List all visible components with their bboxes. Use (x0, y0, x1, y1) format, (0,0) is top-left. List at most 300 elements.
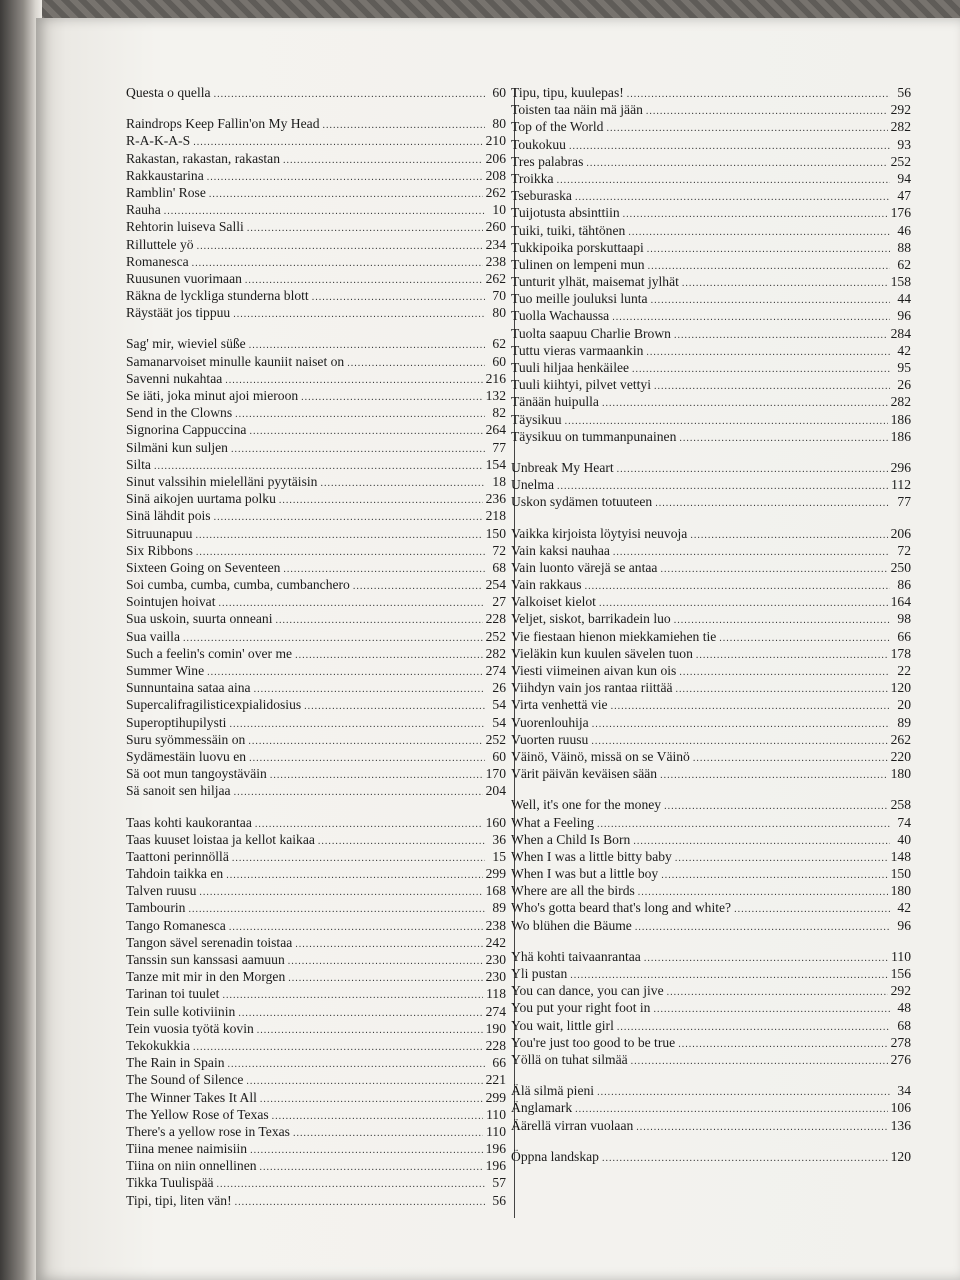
entry-title: Rilluttele yö (126, 236, 194, 252)
entry-title: Virta venhettä vie (511, 697, 608, 713)
dot-leader (248, 731, 482, 748)
entry-page-number: 72 (492, 542, 506, 558)
dot-leader (644, 948, 888, 965)
entry-title: When I was a little bitty baby (511, 848, 672, 864)
dot-leader (679, 428, 887, 445)
entry-title: Unelma (511, 477, 555, 493)
entry-title: Värit päivän keväisen sään (511, 766, 658, 782)
entry-title: Rehtorin luiseva Salli (126, 219, 244, 235)
entry-title: Where are all the birds (511, 883, 635, 899)
dot-leader (606, 118, 887, 135)
entry-title: Signorina Cappuccina (126, 422, 247, 438)
entry-title: Uskon sydämen totuuteen (511, 494, 653, 510)
entry-page-number: 20 (897, 697, 911, 713)
entry-page-number: 86 (897, 577, 911, 593)
entry-page-number: 164 (890, 594, 911, 610)
index-entry (126, 439, 506, 456)
dot-leader (575, 1099, 887, 1116)
dot-leader (254, 679, 485, 696)
entry-title: Such a feelin's comin' over me (126, 645, 293, 661)
index-entry (126, 985, 506, 1002)
entry-page-number: 180 (890, 766, 911, 782)
dot-leader (270, 765, 483, 782)
entry-title: The Winner Takes It All (126, 1089, 257, 1105)
entry-title: Tuiki, tuiki, tähtönen (511, 222, 626, 238)
dot-leader (597, 814, 890, 831)
index-entry (126, 490, 506, 507)
entry-page-number: 282 (485, 645, 506, 661)
entry-page-number: 80 (492, 305, 506, 321)
entry-page-number: 284 (890, 325, 911, 341)
entry-page-number: 250 (890, 559, 911, 575)
entry-title: Talven ruusu (126, 883, 197, 899)
index-entry (126, 831, 506, 848)
entry-page-number: 156 (890, 966, 911, 981)
entry-page-number: 118 (486, 986, 506, 1002)
index-entry (126, 218, 506, 235)
dot-leader (183, 628, 483, 645)
entry-page-number: 252 (890, 153, 911, 169)
entry-page-number: 62 (897, 256, 911, 272)
entry-page-number: 54 (492, 714, 506, 730)
dot-leader (667, 982, 888, 999)
dot-leader (347, 353, 485, 370)
index-entry (126, 1037, 506, 1054)
index-entry (511, 731, 911, 748)
entry-page-number: 236 (485, 491, 506, 507)
entry-page-number: 56 (897, 85, 911, 100)
index-entry (511, 170, 911, 187)
index-entry (126, 132, 506, 149)
entry-title: Tein sulle kotiviinin (126, 1003, 236, 1019)
index-entry (126, 84, 506, 101)
entry-page-number: 132 (485, 388, 506, 403)
index-entry (511, 748, 911, 765)
entry-title: Väinö, Väinö, missä on se Väinö (511, 748, 690, 764)
index-entry (511, 593, 911, 610)
entry-page-number: 34 (897, 1083, 911, 1099)
index-entry (126, 236, 506, 253)
entry-page-number: 186 (890, 428, 911, 444)
right-index-column (511, 84, 911, 1165)
entry-title: Superoptihupilysti (126, 714, 227, 730)
entry-title: Vain rakkaus (511, 577, 582, 593)
index-entry (511, 696, 911, 713)
entry-title: When I was but a little boy (511, 866, 659, 882)
index-entry (126, 184, 506, 201)
entry-page-number: 36 (492, 831, 506, 847)
entry-title: Tikka Tuulispää (126, 1175, 214, 1191)
index-entry (511, 493, 911, 510)
entry-page-number: 96 (897, 308, 911, 324)
entry-page-number: 88 (897, 239, 911, 255)
dot-leader (617, 459, 888, 476)
entry-page-number: 27 (492, 594, 506, 610)
dot-leader (164, 201, 485, 218)
index-entry (126, 951, 506, 968)
entry-page-number: 150 (485, 525, 506, 541)
entry-title: Sointujen hoivat (126, 594, 216, 610)
index-entry (511, 765, 911, 782)
dot-leader (222, 985, 483, 1002)
index-entry (126, 731, 506, 748)
dot-leader (653, 999, 890, 1016)
dot-leader (318, 831, 485, 848)
entry-title: You wait, little girl (511, 1017, 614, 1033)
entry-page-number: 60 (492, 748, 506, 764)
entry-page-number: 178 (890, 645, 911, 661)
entry-page-number: 110 (486, 1123, 506, 1139)
index-entry (511, 679, 911, 696)
index-entry (511, 714, 911, 731)
entry-title: Se iäti, joka minut ajoi mieroon (126, 388, 299, 403)
index-entry (511, 576, 911, 593)
dot-leader (628, 222, 890, 239)
entry-title: Taas kuuset loistaa ja kellot kaikaa (126, 831, 315, 847)
entry-title: Who's gotta beard that's long and white? (511, 900, 732, 916)
entry-title: Ruusunen vuorimaan (126, 270, 242, 286)
entry-title: Rakastan, rakastan, rakastan (126, 150, 280, 166)
entry-page-number: 206 (485, 150, 506, 166)
entry-page-number: 220 (890, 748, 911, 764)
entry-title: Rakkaustarina (126, 167, 204, 183)
dot-leader (235, 1192, 485, 1209)
index-entry (511, 411, 911, 428)
dot-leader (646, 342, 890, 359)
left-index-column (126, 84, 506, 1209)
entry-title: Taattoni perinnöllä (126, 848, 229, 864)
entry-title: Sua vailla (126, 628, 180, 644)
entry-title: You put your right foot in (511, 1000, 651, 1016)
index-entry (126, 628, 506, 645)
entry-page-number: 82 (492, 405, 506, 421)
dot-leader (654, 376, 890, 393)
entry-page-number: 80 (492, 116, 506, 132)
index-entry (511, 342, 911, 359)
index-entry (126, 1089, 506, 1106)
entry-title: Toukokuu (511, 136, 566, 152)
dot-leader (661, 865, 887, 882)
dot-leader (632, 359, 890, 376)
entry-page-number: 278 (890, 1034, 911, 1050)
index-entry (126, 899, 506, 916)
dot-leader (599, 593, 888, 610)
dot-leader (664, 796, 888, 813)
index-entry (511, 393, 911, 410)
index-entry (126, 882, 506, 899)
entry-page-number: 110 (486, 1106, 506, 1122)
index-entry (511, 1117, 911, 1134)
entry-page-number: 292 (890, 102, 911, 118)
entry-title: Sixteen Going on Seventeen (126, 559, 281, 575)
entry-page-number: 96 (897, 917, 911, 933)
entry-page-number: 208 (485, 167, 506, 183)
entry-page-number: 238 (485, 917, 506, 933)
entry-title: Tarinan toi tuulet (126, 986, 220, 1002)
dot-leader (638, 882, 888, 899)
dot-leader (219, 593, 486, 610)
entry-page-number: 10 (492, 202, 506, 218)
entry-page-number: 48 (897, 1000, 911, 1016)
entry-page-number: 94 (897, 170, 911, 186)
dot-leader (235, 404, 485, 421)
entry-page-number: 120 (890, 680, 911, 696)
index-entry (511, 290, 911, 307)
dot-leader (648, 256, 890, 273)
entry-title: You're just too good to be true (511, 1034, 676, 1050)
entry-title: Top of the World (511, 119, 604, 135)
entry-page-number: 276 (890, 1051, 911, 1067)
index-entry (511, 1082, 911, 1099)
entry-title: Unbreak My Heart (511, 459, 614, 475)
entry-title: Älä silmä pieni (511, 1083, 595, 1099)
dot-leader (192, 253, 483, 270)
dot-leader (249, 335, 485, 352)
entry-title: Yhä kohti taivaanrantaa (511, 948, 641, 964)
dot-leader (246, 1071, 482, 1088)
entry-page-number: 110 (891, 948, 911, 964)
index-entry (511, 84, 911, 101)
section-gap (511, 782, 911, 796)
dot-leader (214, 507, 483, 524)
section-gap (511, 445, 911, 459)
index-entry (511, 1034, 911, 1051)
entry-title: Raindrops Keep Fallin'on My Head (126, 116, 320, 132)
entry-page-number: 74 (897, 814, 911, 830)
entry-page-number: 72 (897, 542, 911, 558)
dot-leader (679, 662, 890, 679)
entry-title: Sä sanoit sen hiljaa (126, 783, 231, 799)
entry-title: Taas kohti kaukorantaa (126, 814, 252, 830)
entry-page-number: 299 (485, 866, 506, 882)
entry-title: Vie fiestaan hienon miekkamiehen tie (511, 628, 717, 644)
entry-title: Six Ribbons (126, 542, 193, 558)
index-entry (126, 201, 506, 218)
index-entry (126, 865, 506, 882)
entry-title: Savenni nukahtaa (126, 370, 223, 386)
dot-leader (234, 782, 483, 799)
dot-leader (197, 236, 483, 253)
index-entry (126, 934, 506, 951)
index-entry (126, 782, 506, 799)
dot-leader (255, 814, 483, 831)
index-entry (126, 1054, 506, 1071)
dot-leader (660, 559, 887, 576)
index-entry (511, 153, 911, 170)
dot-leader (660, 765, 888, 782)
dot-leader (655, 493, 890, 510)
index-entry (511, 307, 911, 324)
entry-title: Tuo meille jouluksi lunta (511, 291, 648, 307)
dot-leader (719, 628, 890, 645)
index-entry (126, 335, 506, 352)
entry-page-number: 262 (485, 184, 506, 200)
entry-page-number: 204 (485, 783, 506, 799)
dot-leader (734, 899, 890, 916)
entry-title: Sinä lähdit pois (126, 508, 211, 524)
index-entry (511, 239, 911, 256)
entry-page-number: 274 (485, 663, 506, 678)
entry-title: The Sound of Silence (126, 1072, 244, 1088)
index-entry (126, 765, 506, 782)
dot-leader (249, 421, 482, 438)
index-entry (511, 428, 911, 445)
entry-page-number: 57 (492, 1175, 506, 1191)
entry-page-number: 18 (492, 473, 506, 489)
index-entry (511, 136, 911, 153)
entry-page-number: 230 (485, 969, 506, 985)
dot-leader (674, 610, 890, 627)
entry-title: Send in the Clowns (126, 405, 233, 421)
dot-leader (276, 610, 483, 627)
entry-title: R-A-K-A-S (126, 133, 191, 149)
entry-title: Vuorten ruusu (511, 731, 589, 747)
entry-title: Rauha (126, 202, 161, 218)
index-entry (126, 1174, 506, 1191)
entry-page-number: 262 (890, 731, 911, 747)
index-entry (126, 748, 506, 765)
entry-page-number: 148 (890, 848, 911, 864)
entry-page-number: 158 (890, 274, 911, 290)
entry-page-number: 66 (492, 1055, 506, 1071)
entry-title: Tseburaska (511, 188, 572, 204)
dot-leader (623, 204, 888, 221)
entry-title: Sä oot mun tangoystäväin (126, 766, 267, 782)
dot-leader (676, 679, 888, 696)
index-entry (511, 831, 911, 848)
index-entry (126, 253, 506, 270)
entry-title: Soi cumba, cumba, cumba, cumbanchero (126, 577, 350, 593)
entry-page-number: 89 (492, 900, 506, 916)
dot-leader (674, 325, 888, 342)
entry-page-number: 47 (897, 188, 911, 204)
entry-title: Vain kaksi nauhaa (511, 542, 610, 558)
dot-leader (193, 1037, 483, 1054)
dot-leader (651, 290, 890, 307)
entry-page-number: 168 (485, 883, 506, 899)
section-gap (126, 800, 506, 814)
entry-title: Vaikka kirjoista löytyisi neuvoja (511, 525, 688, 541)
entry-page-number: 254 (485, 577, 506, 593)
entry-title: Sydämestäin luovu en (126, 748, 247, 764)
entry-title: Yöllä on tuhat silmää (511, 1051, 628, 1067)
index-entry (511, 256, 911, 273)
dot-leader (602, 393, 888, 410)
index-entry (126, 525, 506, 542)
dot-leader (557, 170, 890, 187)
index-entry (126, 679, 506, 696)
index-entry (126, 917, 506, 934)
index-entry (511, 525, 911, 542)
index-entry (511, 999, 911, 1016)
entry-page-number: 180 (890, 883, 911, 899)
entry-title: What a Feeling (511, 814, 595, 830)
dot-leader (631, 1051, 888, 1068)
index-entry (511, 796, 911, 813)
entry-page-number: 234 (485, 236, 506, 252)
dot-leader (217, 1174, 485, 1191)
dot-leader (646, 101, 888, 118)
entry-title: Sitruunapuu (126, 525, 193, 541)
dot-leader (597, 1082, 890, 1099)
entry-page-number: 299 (485, 1089, 506, 1105)
dot-leader (207, 167, 483, 184)
dot-leader (250, 1140, 483, 1157)
entry-page-number: 264 (485, 422, 506, 438)
entry-page-number: 112 (891, 477, 911, 493)
entry-page-number: 62 (492, 336, 506, 352)
entry-title: Sag' mir, wieviel süße (126, 336, 246, 352)
entry-title: Tambourin (126, 900, 186, 916)
dot-leader (320, 473, 485, 490)
entry-page-number: 170 (485, 766, 506, 782)
entry-page-number: 89 (897, 714, 911, 730)
index-entry (126, 404, 506, 421)
dot-leader (570, 965, 887, 982)
index-entry (511, 882, 911, 899)
index-entry (511, 222, 911, 239)
index-page (36, 18, 960, 1280)
entry-title: Sunnuntaina sataa aina (126, 680, 251, 696)
entry-page-number: 42 (897, 342, 911, 358)
index-entry (126, 456, 506, 473)
entry-title: Questa o quella (126, 85, 211, 100)
entry-title: Samanarvoiset minulle kauniit naiset on (126, 353, 345, 369)
entry-page-number: 26 (492, 680, 506, 696)
index-entry (511, 204, 911, 221)
dot-leader (612, 307, 890, 324)
entry-title: Räkna de lyckliga stunderna blott (126, 288, 309, 304)
index-entry (126, 848, 506, 865)
index-entry (511, 559, 911, 576)
index-entry (126, 1192, 506, 1209)
dot-leader (293, 1123, 483, 1140)
entry-title: Tuuli hiljaa henkäilee (511, 360, 630, 375)
entry-page-number: 160 (485, 814, 506, 830)
index-entry (511, 965, 911, 982)
entry-title: You can dance, you can jive (511, 983, 664, 999)
dot-leader (565, 411, 888, 428)
entry-page-number: 176 (890, 205, 911, 221)
entry-page-number: 238 (485, 253, 506, 269)
entry-page-number: 252 (485, 731, 506, 747)
entry-title: Täysikuu (511, 411, 562, 427)
entry-title: Vuorenlouhija (511, 714, 589, 730)
index-entry (511, 982, 911, 999)
index-entry (511, 273, 911, 290)
dot-leader (247, 218, 483, 235)
entry-page-number: 77 (897, 494, 911, 510)
index-entry (511, 610, 911, 627)
index-entry (511, 459, 911, 476)
dot-leader (353, 576, 483, 593)
entry-page-number: 258 (890, 797, 911, 813)
entry-page-number: 42 (897, 900, 911, 916)
entry-title: Tukkipoika porskuttaapi (511, 239, 644, 255)
entry-title: Tiina menee naimisiin (126, 1141, 248, 1157)
index-entry (126, 150, 506, 167)
index-entry (511, 917, 911, 934)
entry-page-number: 206 (890, 525, 911, 541)
index-entry (126, 115, 506, 132)
entry-page-number: 98 (897, 611, 911, 627)
dot-leader (199, 882, 482, 899)
dot-leader (635, 917, 890, 934)
dot-leader (288, 951, 483, 968)
dot-leader (592, 714, 890, 731)
index-entry (126, 287, 506, 304)
dot-leader (226, 865, 482, 882)
